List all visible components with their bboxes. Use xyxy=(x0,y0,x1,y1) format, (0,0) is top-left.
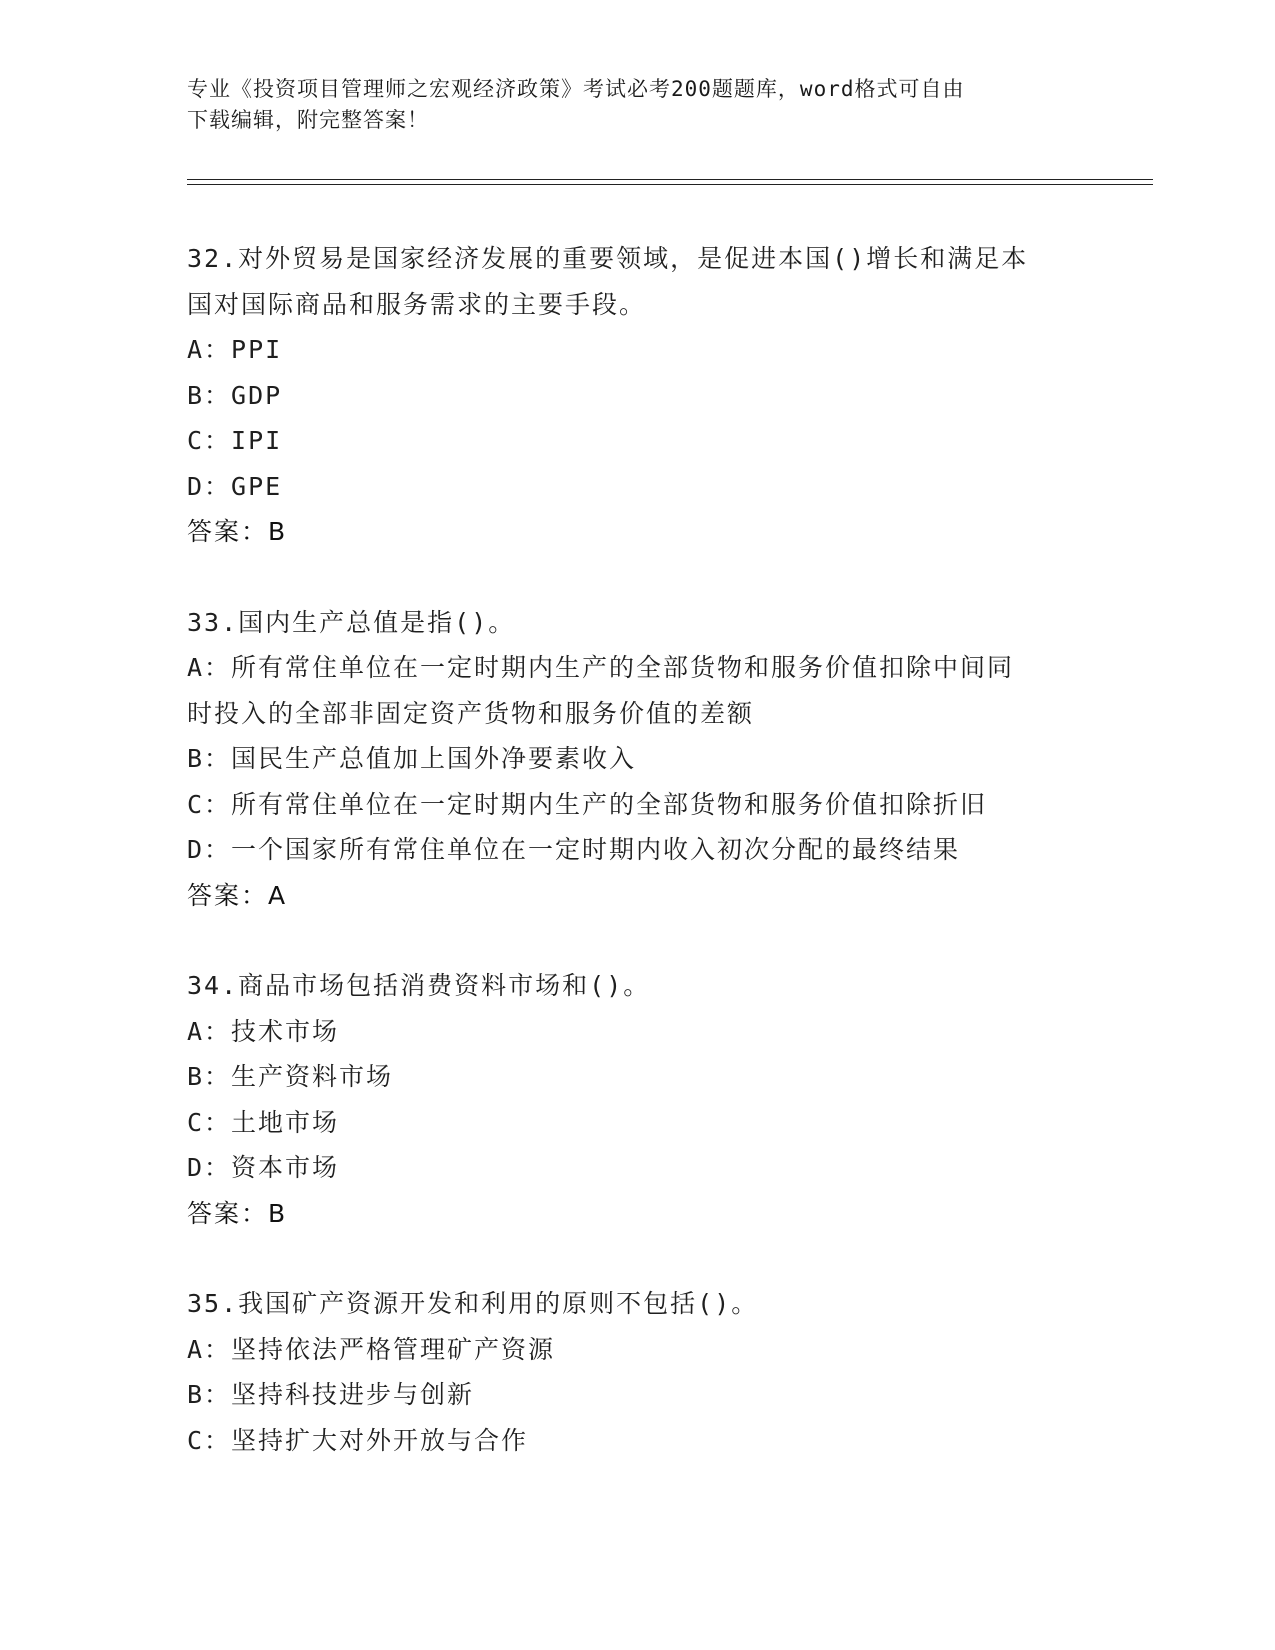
header-line-1: 专业《投资项目管理师之宏观经济政策》考试必考200题题库，word格式可自由 xyxy=(187,77,965,101)
question-list xyxy=(187,236,1087,1508)
question-stem-continued: 国对国际商品和服务需求的主要手段。 xyxy=(187,289,647,319)
option-c: C：IPI xyxy=(187,426,283,455)
option-a: A：所有常住单位在一定时期内生产的全部货物和服务价值扣除中间同 xyxy=(187,653,1015,682)
question-35 xyxy=(187,1281,1087,1463)
option-c: C：所有常住单位在一定时期内生产的全部货物和服务价值扣除折旧 xyxy=(187,789,988,819)
question-stem: 35.我国矿产资源开发和利用的原则不包括()。 xyxy=(187,1289,759,1318)
option-d: D：一个国家所有常住单位在一定时期内收入初次分配的最终结果 xyxy=(187,835,961,864)
option-b: B：GDP xyxy=(187,380,283,410)
option-d: D：GPE xyxy=(187,471,283,501)
question-stem: 34.商品市场包括消费资料市场和()。 xyxy=(187,971,651,1000)
question-34 xyxy=(187,963,1087,1236)
option-a: A：技术市场 xyxy=(187,1016,340,1046)
option-b: B：国民生产总值加上国外净要素收入 xyxy=(187,744,637,773)
question-32 xyxy=(187,236,1087,555)
answer-label: 答案：A xyxy=(187,880,288,910)
header-divider-top xyxy=(187,179,1153,180)
document-header xyxy=(187,74,1087,136)
header-line-2: 下载编辑，附完整答案！ xyxy=(187,108,429,132)
option-a: A：坚持依法严格管理矿产资源 xyxy=(187,1334,556,1364)
option-d: D：资本市场 xyxy=(187,1153,340,1182)
question-stem: 33.国内生产总值是指()。 xyxy=(187,607,516,637)
option-a-continued: 时投入的全部非固定资产货物和服务价值的差额 xyxy=(187,698,755,728)
answer-label: 答案：B xyxy=(187,517,288,546)
option-c: C：土地市场 xyxy=(187,1107,340,1137)
option-b: B：生产资料市场 xyxy=(187,1062,394,1091)
option-a: A：PPI xyxy=(187,335,283,364)
answer-label: 答案：B xyxy=(187,1198,288,1228)
question-33 xyxy=(187,600,1087,919)
option-b: B：坚持科技进步与创新 xyxy=(187,1380,475,1409)
header-divider-bottom xyxy=(187,184,1153,185)
question-stem: 32.对外贸易是国家经济发展的重要领域，是促进本国()增长和满足本 xyxy=(187,244,1029,273)
option-c: C：坚持扩大对外开放与合作 xyxy=(187,1425,529,1455)
